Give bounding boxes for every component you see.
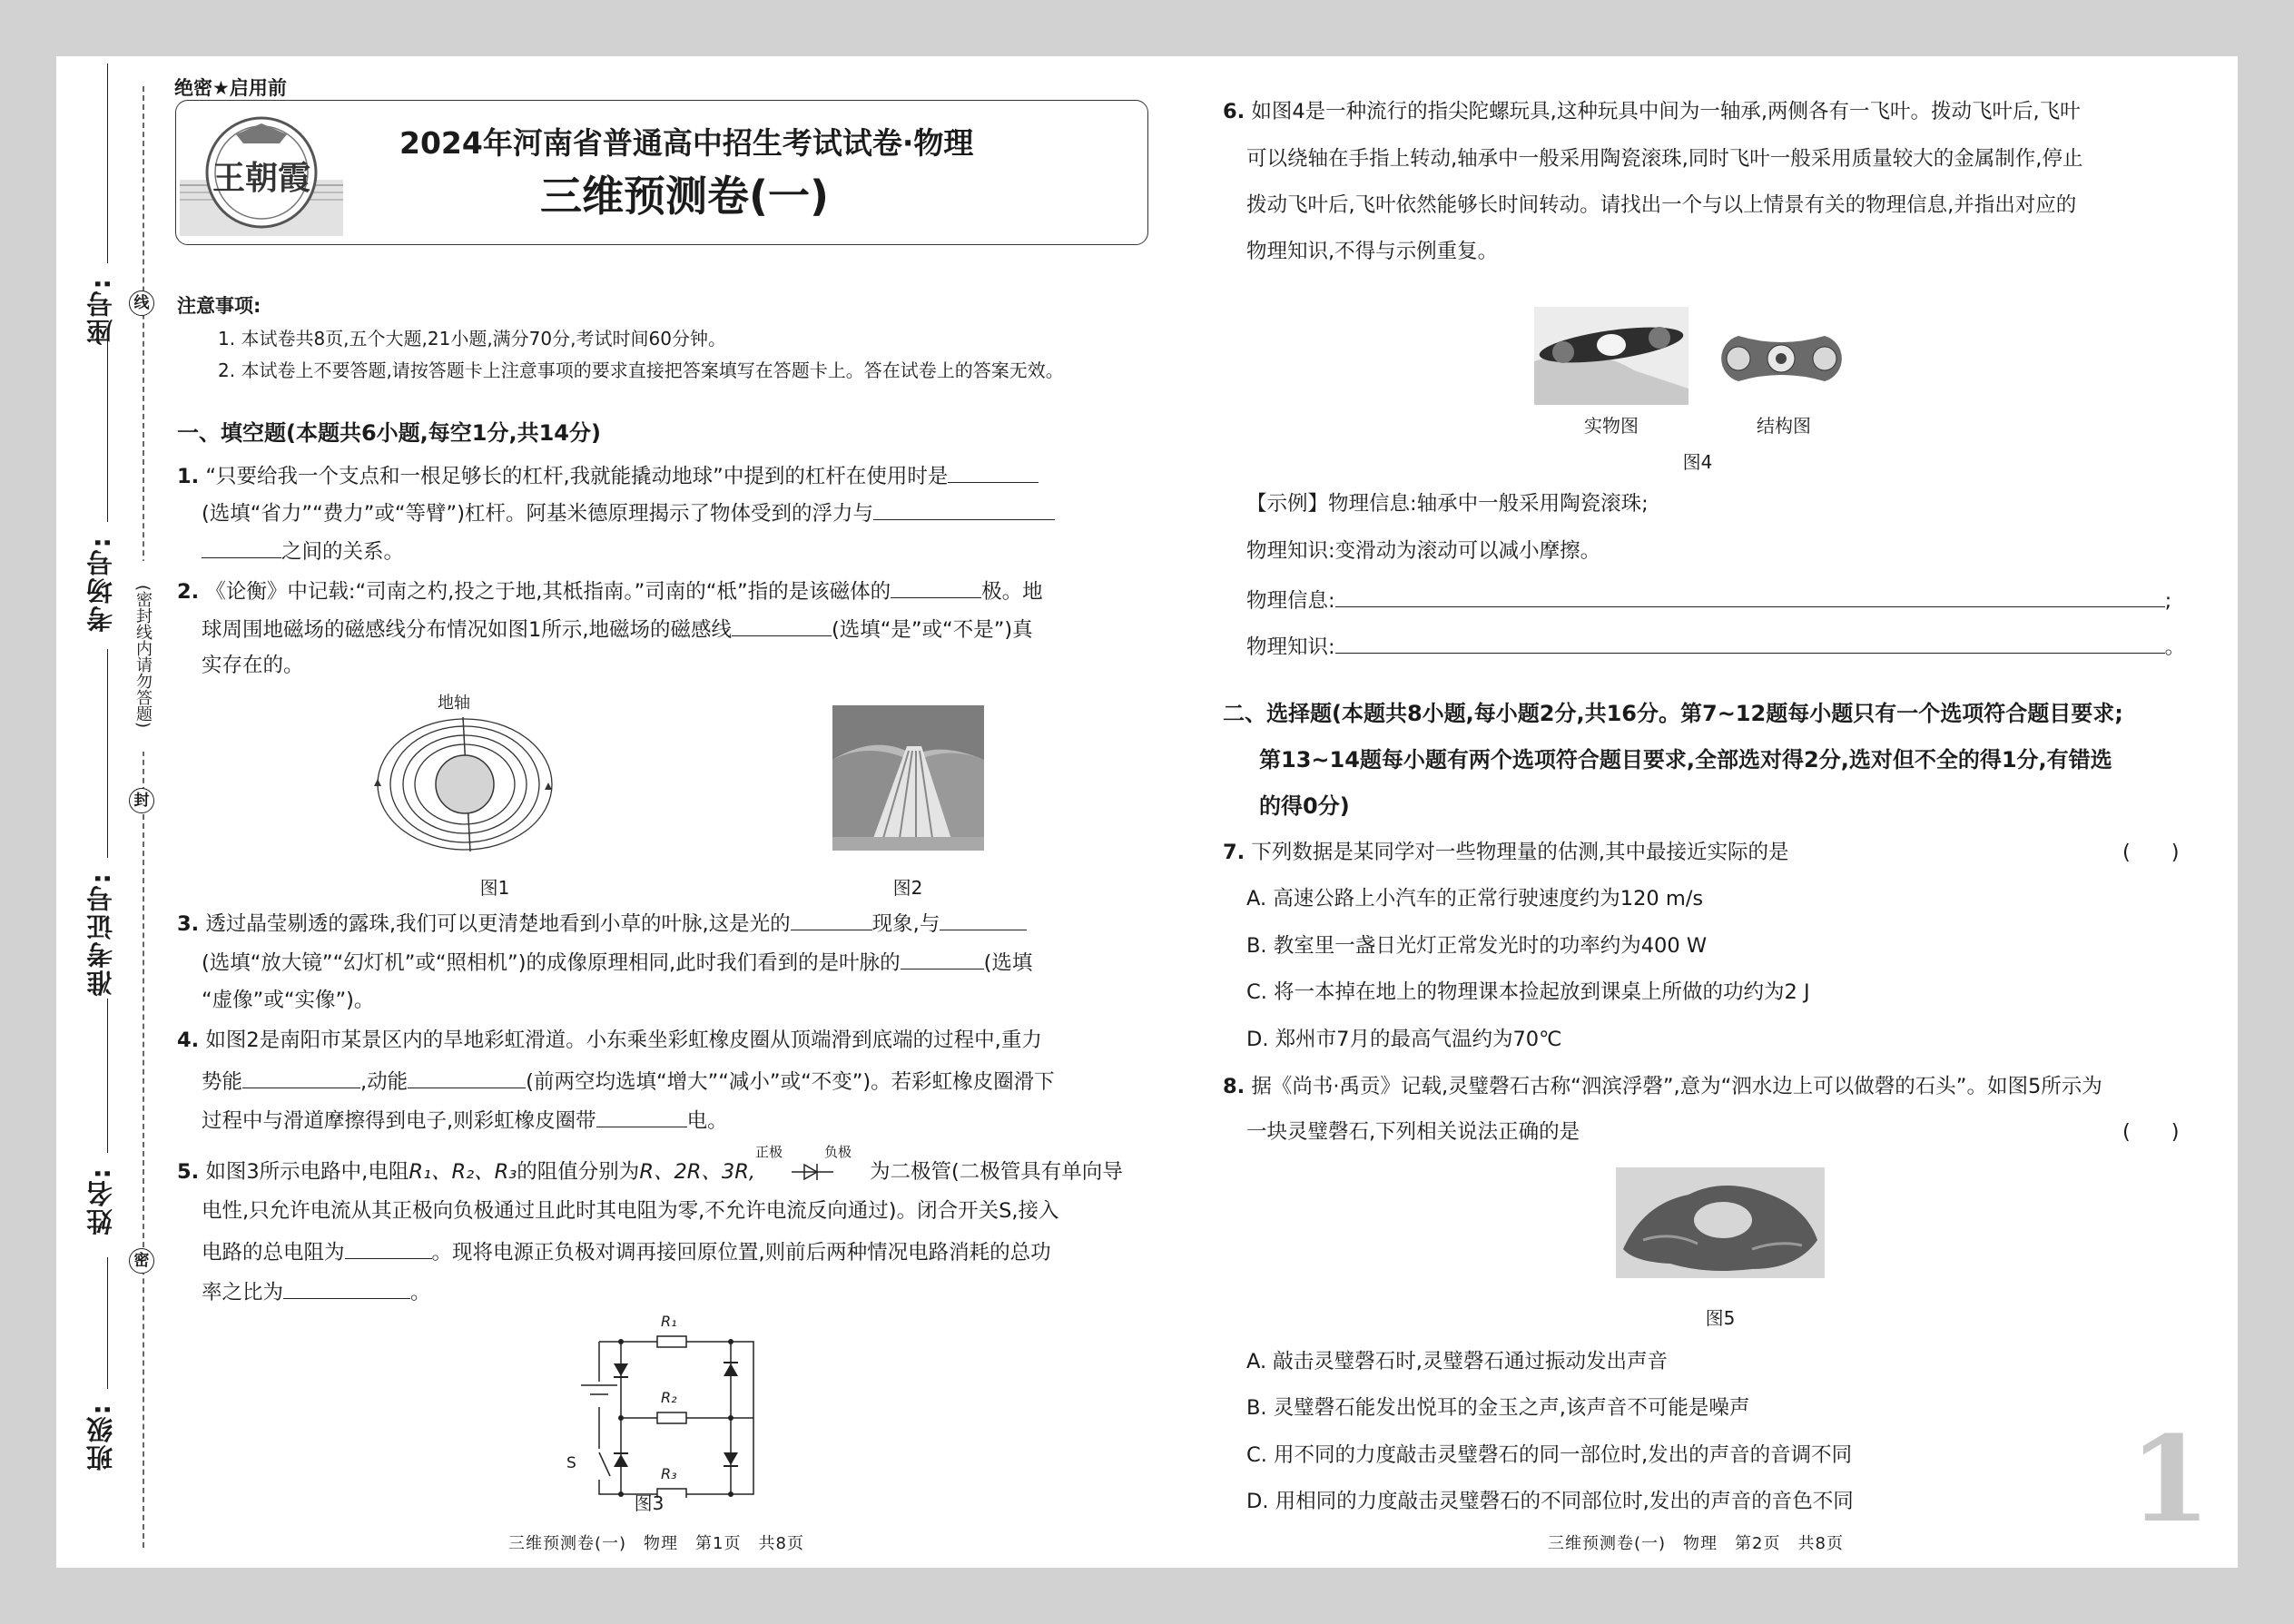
q5-text4b: 。 [410,1281,431,1304]
logo-text: 王朝霞 [212,159,310,197]
q4-line3 [202,1105,728,1135]
line-mark: 线 [129,290,154,316]
q1-text3: 之间的关系。 [281,540,405,564]
room-line [107,340,108,522]
q6-text3: 拨动飞叶后,飞叶依然能够长时间转动。请找出一个与以上情景有关的物理信息,并指出对应的 [1246,193,2077,217]
q5-line4 [202,1276,431,1306]
q3-line2 [202,947,1032,977]
fig3-r2-label: R₂ [661,1389,677,1406]
fig4-structure-label: 结构图 [1757,415,1811,437]
fig3-caption: 图3 [634,1492,665,1514]
q3-text3: “虚像”或“实像”)。 [202,989,375,1012]
q6-example-info: 【示例】物理信息:轴承中一般采用陶瓷滚珠; [1246,492,1649,516]
q6-info-blank[interactable] [1335,585,2165,607]
q5-number: 5. [177,1160,200,1184]
fig1-earth-magnetic-field [372,690,554,853]
q5-text1a: 如图3所示电路中,电阻 [205,1160,409,1184]
q4-text3a: 过程中与滑道摩擦得到电子,则彩虹橡皮圈带 [202,1109,596,1133]
fig4-spinner-structure [1720,327,1843,390]
secret-label: 绝密★启用前 [174,77,287,99]
q2-blank2[interactable] [732,614,832,636]
exam-subtitle: 三维预测卷(一) [540,172,830,221]
q3-blank2[interactable] [940,908,1027,930]
q6-info-semicolon: ; [2164,589,2172,613]
q2-text2b: (选填“是”或“不是”)真 [831,618,1033,642]
seat-line [107,64,108,263]
fig3-switch-label: S [566,1454,576,1472]
section2-line1: 二、选择题(本题共8小题,每小题2分,共16分。第7~12题每小题只有一个选项符合题目要求; [1223,701,2123,726]
q2-blank1[interactable] [891,576,981,598]
q5-text2: 电性,只允许电流从其正极向负极通过且此时其电阻为零,不允许电流反向通过)。闭合开关S,接入 [202,1199,1059,1223]
q7-stem [1223,839,1789,866]
q7-text: 下列数据是某同学对一些物理量的估测,其中最接近实际的是 [1251,841,1789,864]
q5-line1 [177,1158,1123,1186]
section2-line3: 的得0分) [1259,793,1350,819]
fig5-lingbi-stone-photo [1616,1167,1825,1278]
q1-line2 [202,497,1055,527]
q6-text4: 物理知识,不得与示例重复。 [1246,240,1499,263]
section2-line2: 第13~14题每小题有两个选项符合题目要求,全部选对得2分,选对但不全的得1分,有错选 [1259,747,2112,773]
exam-title: 2024年河南省普通高中招生考试试卷·物理 [399,125,974,161]
q6-answer-knowledge [1246,631,2185,661]
q4-number: 4. [177,1029,200,1052]
q4-blank1[interactable] [242,1066,360,1088]
dense-mark: 密 [129,1248,154,1274]
q1-number: 1. [177,465,200,488]
q8-option-d[interactable]: D. 用相同的力度敲击灵璧磬石的不同部位时,发出的声音的音色不同 [1246,1490,1854,1513]
ticket-line [107,649,108,858]
q6-info-label: 物理信息: [1246,589,1335,613]
q1-line1 [177,460,1039,490]
q6-know-blank[interactable] [1335,631,2165,654]
fig5-caption: 图5 [1705,1307,1736,1329]
q7-option-a[interactable]: A. 高速公路上小汽车的正常行驶速度约为120 m/s [1246,887,1704,910]
class-line [107,1257,108,1389]
q8-option-a[interactable]: A. 敲击灵璧磬石时,灵璧磬石通过振动发出声音 [1246,1350,1668,1373]
q4-text2a: 势能 [202,1070,243,1094]
q6-example-knowledge: 物理知识:变滑动为滚动可以减小摩擦。 [1246,539,1601,563]
q6-answer-info [1246,585,2171,615]
q3-blank1[interactable] [791,908,872,930]
diode-positive-label: 正极 [755,1144,783,1160]
fig2-rainbow-slide-photo [832,705,984,851]
q2-line1 [177,576,1043,605]
name-line [107,999,108,1153]
q6-know-period: 。 [2164,635,2186,659]
q5-text1b: 的阻值分别为 [517,1160,640,1184]
fig4-caption: 图4 [1682,451,1713,473]
q2-number: 2. [177,580,200,604]
q3-line1 [177,908,1027,938]
q6-text1: 如图4是一种流行的指尖陀螺玩具,这种玩具中间为一轴承,两侧各有一飞叶。拨动飞叶后,飞叶 [1251,100,2081,123]
q6-text2: 可以绕轴在手指上转动,轴承中一般采用陶瓷滚珠,同时飞叶一般采用质量较大的金属制作,停止 [1246,147,2083,171]
q8-text2: 一块灵璧磬石,下列相关说法正确的是 [1246,1120,1580,1144]
diode-negative-label: 负极 [824,1144,852,1160]
fig4-real-label: 实物图 [1584,415,1639,437]
q2-text1b: 极。地 [981,580,1043,604]
logo [180,116,343,243]
q4-line1 [177,1027,1042,1054]
q3-text2b: (选填 [983,951,1033,975]
page-number-watermark: 1 [2129,1410,2211,1549]
q7-option-b[interactable]: B. 教室里一盏日光灯正常发光时的功率约为400 W [1246,934,1708,958]
q1-line3 [202,536,404,566]
q3-text1: 透过晶莹剔透的露珠,我们可以更清楚地看到小草的叶脉,这是光的 [205,912,791,936]
q4-text3b: 电。 [686,1109,728,1133]
footer-left: 三维预测卷(一) 物理 第1页 共8页 [508,1534,804,1553]
fig3-r3-label: R₃ [661,1465,677,1482]
q3-text1b: 现象,与 [871,912,940,936]
fig2-caption: 图2 [892,877,923,899]
q7-option-d[interactable]: D. 郑州市7月的最高气温约为70℃ [1246,1028,1562,1051]
q1-blank2[interactable] [873,497,1055,520]
q8-option-c[interactable]: C. 用不同的力度敲击灵璧磬石的同一部位时,发出的声音的音调不同 [1246,1443,1853,1467]
q5-resistors: R₁、R₂、R₃ [409,1160,517,1184]
ticket-label: 准考证号: [85,871,116,997]
note-1: 1. 本试卷共8页,五个大题,21小题,满分70分,考试时间60分钟。 [218,328,726,349]
seal-notice: (密封线内请勿答题) [129,561,153,752]
q2-text2: 球周围地磁场的磁感线分布情况如图1所示,地磁场的磁感线 [202,618,732,642]
q1-text1: “只要给我一个支点和一根足够长的杠杆,我就能撬动地球”中提到的杠杆在使用时是 [205,465,949,488]
footer-right: 三维预测卷(一) 物理 第2页 共8页 [1548,1534,1844,1553]
q7-number: 7. [1223,841,1245,864]
q5-text3a: 电路的总电阻为 [202,1241,345,1265]
fig1-caption: 图1 [479,877,510,899]
q5-line3 [202,1236,1051,1266]
q3-number: 3. [177,912,200,936]
q8-answer-paren[interactable]: ( ) [2122,1120,2180,1144]
q5-text4a: 率之比为 [202,1281,284,1304]
q4-text2c: (前两空均选填“增大”“减小”或“不变”)。若彩虹橡皮圈滑下 [526,1070,1055,1094]
q5-values: R、2R、3R, [639,1160,755,1184]
seal-mark: 封 [129,788,154,813]
fig3-circuit-diagram [545,1313,763,1498]
q5-text1d: 为二极管(二极管具有单向导 [870,1160,1123,1184]
q5-blank1[interactable] [345,1236,432,1259]
q4-blank2[interactable] [408,1066,526,1088]
section1-title: 一、填空题(本题共6小题,每空1分,共14分) [177,420,601,446]
fig4-spinner-photo [1534,307,1689,405]
seat-label: 座号: [85,277,116,346]
diode-symbol [755,1142,870,1186]
q2-text3: 实存在的。 [202,654,304,677]
q6-know-label: 物理知识: [1246,635,1335,659]
q4-text2b: ,动能 [360,1070,409,1094]
q5-blank2[interactable] [283,1276,410,1299]
room-label: 考场号: [85,536,116,633]
q8-line1 [1223,1073,2102,1100]
q2-text1: 《论衡》中记载:“司南之杓,投之于地,其柢指南。”司南的“柢”指的是该磁体的 [205,580,891,604]
q3-text2: (选填“放大镜”“幻灯机”或“照相机”)的成像原理相同,此时我们看到的是叶脉的 [202,951,901,975]
q6-number: 6. [1223,100,1245,123]
fig1-axis-label: 地轴 [438,694,470,713]
fig3-r1-label: R₁ [661,1313,677,1330]
q1-text2: (选填“省力”“费力”或“等臂”)杠杆。阿基米德原理揭示了物体受到的浮力与 [202,502,873,526]
name-label: 姓名: [85,1166,116,1235]
q1-blank2-cont[interactable] [202,536,281,558]
q4-line2 [202,1066,1055,1096]
q7-answer-paren[interactable]: ( ) [2122,841,2180,864]
q8-number: 8. [1223,1075,1245,1098]
q2-line2 [202,614,1033,644]
notes-title: 注意事项: [177,295,261,317]
note-2: 2. 本试卷上不要答题,请按答题卡上注意事项的要求直接把答案填写在答题卡上。答在试卷上的答案无效。 [218,359,1064,381]
q3-blank3[interactable] [901,947,984,969]
q8-option-b[interactable]: B. 灵璧磬石能发出悦耳的金玉之声,该声音不可能是噪声 [1246,1396,1750,1420]
q7-option-c[interactable]: C. 将一本掉在地上的物理课本捡起放到课桌上所做的功约为2 J [1246,980,1810,1004]
q8-text1: 据《尚书·禹贡》记载,灵璧磬石古称“泗滨浮磬”,意为“泗水边上可以做磬的石头”。如图5所示为 [1251,1075,2102,1098]
class-label: 班级: [85,1403,116,1471]
q1-blank1[interactable] [948,460,1039,483]
q6-line1 [1223,98,2081,125]
q4-text1: 如图2是南阳市某景区内的旱地彩虹滑道。小东乘坐彩虹橡皮圈从顶端滑到底端的过程中,重力 [205,1029,1042,1052]
q4-blank3[interactable] [596,1105,687,1127]
q5-text3b: 。现将电源正负极对调再接回原位置,则前后两种情况电路消耗的总功 [431,1241,1051,1265]
